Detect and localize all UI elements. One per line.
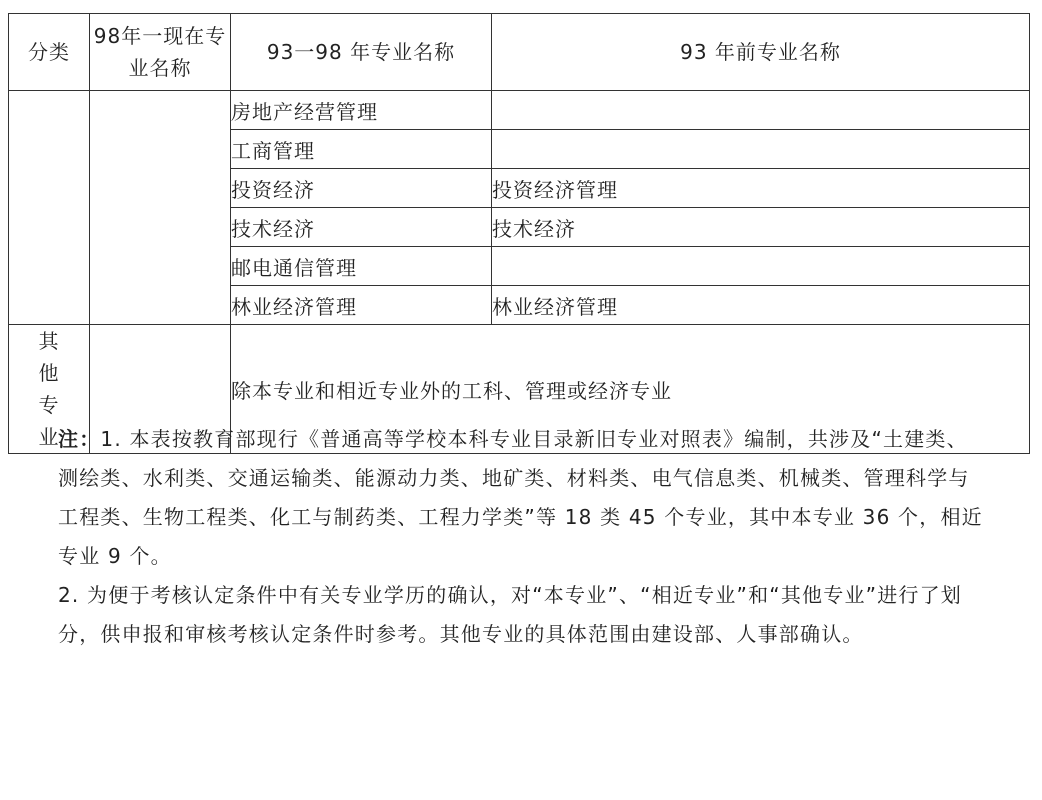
major-93-98-cell: 工商管理 <box>231 130 492 169</box>
major-93-98-cell: 投资经济 <box>231 169 492 208</box>
major-93-98-cell: 邮电通信管理 <box>231 247 492 286</box>
note-label: 注： <box>58 427 101 451</box>
category-cell-empty <box>9 91 90 325</box>
major-93-98-cell: 房地产经营管理 <box>231 91 492 130</box>
current-major-cell-empty <box>90 91 231 325</box>
major-before-93-cell <box>492 130 1030 169</box>
other-category-label: 其他专业 <box>38 329 60 449</box>
major-before-93-cell: 投资经济管理 <box>492 169 1030 208</box>
header-category: 分类 <box>9 14 90 91</box>
header-current-major: 98年一现在专业名称 <box>90 14 231 91</box>
table-row <box>9 91 1030 130</box>
major-before-93-cell <box>492 247 1030 286</box>
major-before-93-cell <box>492 91 1030 130</box>
note-1 <box>58 420 988 576</box>
major-before-93-cell: 技术经济 <box>492 208 1030 247</box>
major-comparison-table <box>8 13 1030 454</box>
other-majors-description: 除本专业和相近专业外的工科、管理或经济专业 <box>231 325 1030 454</box>
header-major-before-93: 93 年前专业名称 <box>492 14 1030 91</box>
note-1-text: 1. 本表按教育部现行《普通高等学校本科专业目录新旧专业对照表》编制，共涉及“土建类、测绘类、水利类、交通运输类、能源动力类、地矿类、材料类、电气信息类、机械类、管理科学与工程类、生物工程类、化工与制药类、工程力学类”等 18 类 45 个专业，其中本专业 36 个，相近专业 9 个。 <box>58 427 983 568</box>
header-major-93-98: 93一98 年专业名称 <box>231 14 492 91</box>
major-before-93-cell: 林业经济管理 <box>492 286 1030 325</box>
major-93-98-cell: 技术经济 <box>231 208 492 247</box>
notes-section <box>58 420 988 654</box>
major-93-98-cell: 林业经济管理 <box>231 286 492 325</box>
note-2: 2. 为便于考核认定条件中有关专业学历的确认，对“本专业”、“相近专业”和“其他专业”进行了划分，供申报和审核考核认定条件时参考。其他专业的具体范围由建设部、人事部确认。 <box>58 583 963 646</box>
table-header-row <box>9 14 1030 91</box>
